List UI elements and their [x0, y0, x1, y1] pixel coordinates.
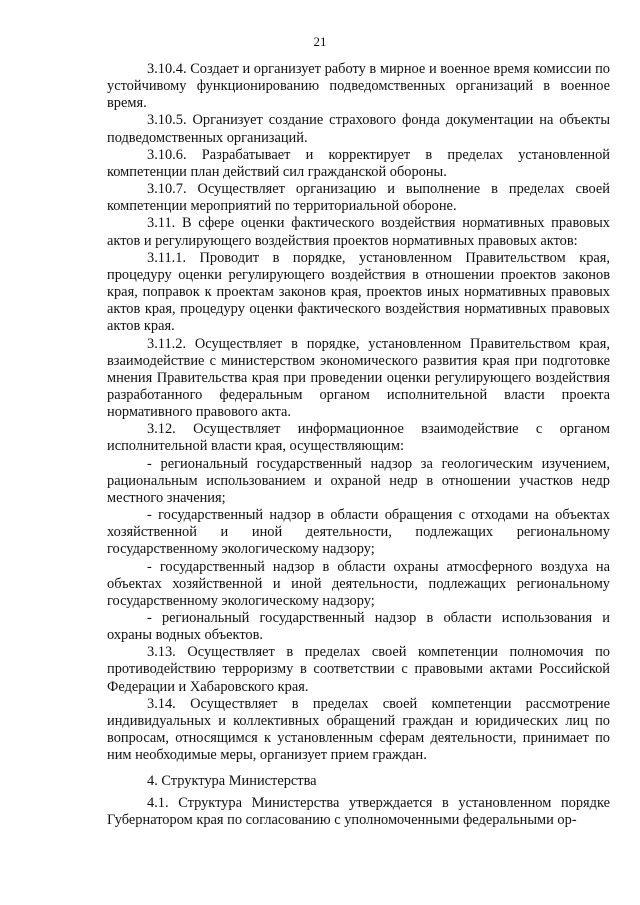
paragraph-3-11: 3.11. В сфере оценки фактического воздействия нормативных правовых актов и регулирующего воздействия проектов нормативных правовых актов:: [107, 215, 610, 249]
page-number: 21: [313, 34, 327, 49]
section-heading: 4. Структура Министерства: [147, 773, 317, 790]
paragraph-3-10-5: 3.10.5. Организует создание страхового фонда документации на объекты подведомственных организаций.: [107, 112, 610, 146]
paragraph-3-10-6: 3.10.6. Разрабатывает и корректирует в пределах установленной компетенции план действий сил гражданской обороны.: [107, 146, 610, 180]
document-body: [107, 61, 610, 829]
paragraph-3-13: 3.13. Осуществляет в пределах своей компетенции полномочия по противодействию терроризму в соответствии с правовыми актами Российской Федерации и Хабаровского края.: [107, 644, 610, 695]
list-item-water-supervision: - региональный государственный надзор в области использования и охраны водных объектов.: [107, 610, 610, 644]
paragraph-3-12: 3.12. Осуществляет информационное взаимодействие с органом исполнительной власти края, осуществляющим:: [107, 421, 610, 455]
paragraph-3-10-4: 3.10.4. Создает и организует работу в мирное и военное время комиссии по устойчивому функционированию подведомственных организаций в военное время.: [107, 61, 610, 112]
paragraph-3-14: 3.14. Осуществляет в пределах своей компетенции рассмотрение индивидуальных и коллективных обращений граждан и юридических лиц по вопросам, относящимся к установленным сферам деятельности, принимает по ним необходимые меры, организует прием граждан.: [107, 695, 610, 764]
paragraph-3-10-7: 3.10.7. Осуществляет организацию и выполнение в пределах своей компетенции мероприятий по территориальной обороне.: [107, 181, 610, 215]
paragraph-4-1: 4.1. Структура Министерства утверждается в установленном порядке Губернатором края по согласованию с уполномоченными федеральными ор-: [107, 794, 610, 828]
list-item-waste-supervision: - государственный надзор в области обращения с отходами на объектах хозяйственной и иной деятельности, подлежащих региональному государственному экологическому надзору;: [107, 507, 610, 558]
list-item-air-supervision: - государственный надзор в области охраны атмосферного воздуха на объектах хозяйственной и иной деятельности, подлежащих региональному государственному экологическому надзору;: [107, 558, 610, 609]
paragraph-3-11-2: 3.11.2. Осуществляет в порядке, установленном Правительством края, взаимодействие с министерством экономического развития края при подготовке мнения Правительства края при проведении оценки регулирующего воздействия разработанного федеральным органом исполнительной власти проекта нормативного правового акта.: [107, 335, 610, 421]
list-item-subsoil-supervision: - региональный государственный надзор за геологическим изучением, рациональным использованием и охраной недр в отношении участков недр местного значения;: [107, 455, 610, 506]
paragraph-3-11-1: 3.11.1. Проводит в порядке, установленном Правительством края, процедуру оценки регулирующего воздействия в отношении проектов законов края, поправок к проектам законов края, проектов иных нормативных правовых актов края, процедуру оценки фактического воздействия нормативных правовых актов края.: [107, 249, 610, 335]
